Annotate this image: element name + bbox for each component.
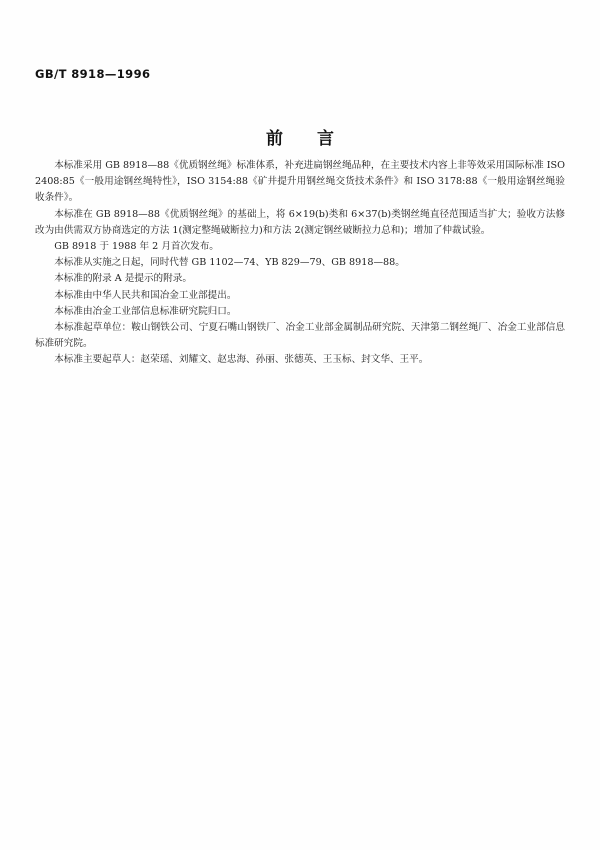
page-title: 前言 (266, 129, 368, 149)
paragraph-appendix: 本标准的附录 A 是提示的附录。 (54, 273, 192, 285)
paragraph-drafters: 本标准主要起草人：赵荣瑶、刘耀文、赵忠海、孙丽、张德英、王玉标、封文华、王平。 (54, 354, 429, 366)
paragraph-proposer: 本标准由中华人民共和国冶金工业部提出。 (54, 289, 237, 301)
foreword-body (35, 158, 565, 369)
paragraph-replacement: 本标准从实施之日起，同时代替 GB 1102—74、YB 829—79、GB 8918—88。 (54, 257, 405, 269)
paragraph-first-release: GB 8918 于 1988 年 2 月首次发布。 (54, 241, 219, 253)
paragraph-drafting-units: 本标准起草单位：鞍山钢铁公司、宁夏石嘴山钢铁厂、冶金工业部金属制品研究院、天津第二钢丝绳厂、冶金工业部信息标准研究院。 (35, 322, 565, 350)
document-code: GB/T 8918—1996 (35, 67, 151, 81)
paragraph-administrator: 本标准由冶金工业部信息标准研究院归口。 (54, 305, 237, 317)
paragraph-changes: 本标准在 GB 8918—88《优质钢丝绳》的基础上，将 6×19(b)类和 6×37(b)类钢丝绳直径范围适当扩大；验收方法修改为由供需双方协商选定的方法 1(测定整绳破断拉力)和方法 2(测定钢丝破断拉力总和)；增加了仲裁试验。 (35, 208, 565, 236)
paragraph-adoption: 本标准采用 GB 8918—88《优质钢丝绳》标准体系，补充进扁钢丝绳品种，在主要技术内容上非等效采用国际标准 ISO 2408:85《一般用途钢丝绳特性》，ISO 3154:88《矿井提升用钢丝绳交货技术条件》和 ISO 3178:88《一般用途钢丝绳验收条件》。 (35, 160, 565, 204)
